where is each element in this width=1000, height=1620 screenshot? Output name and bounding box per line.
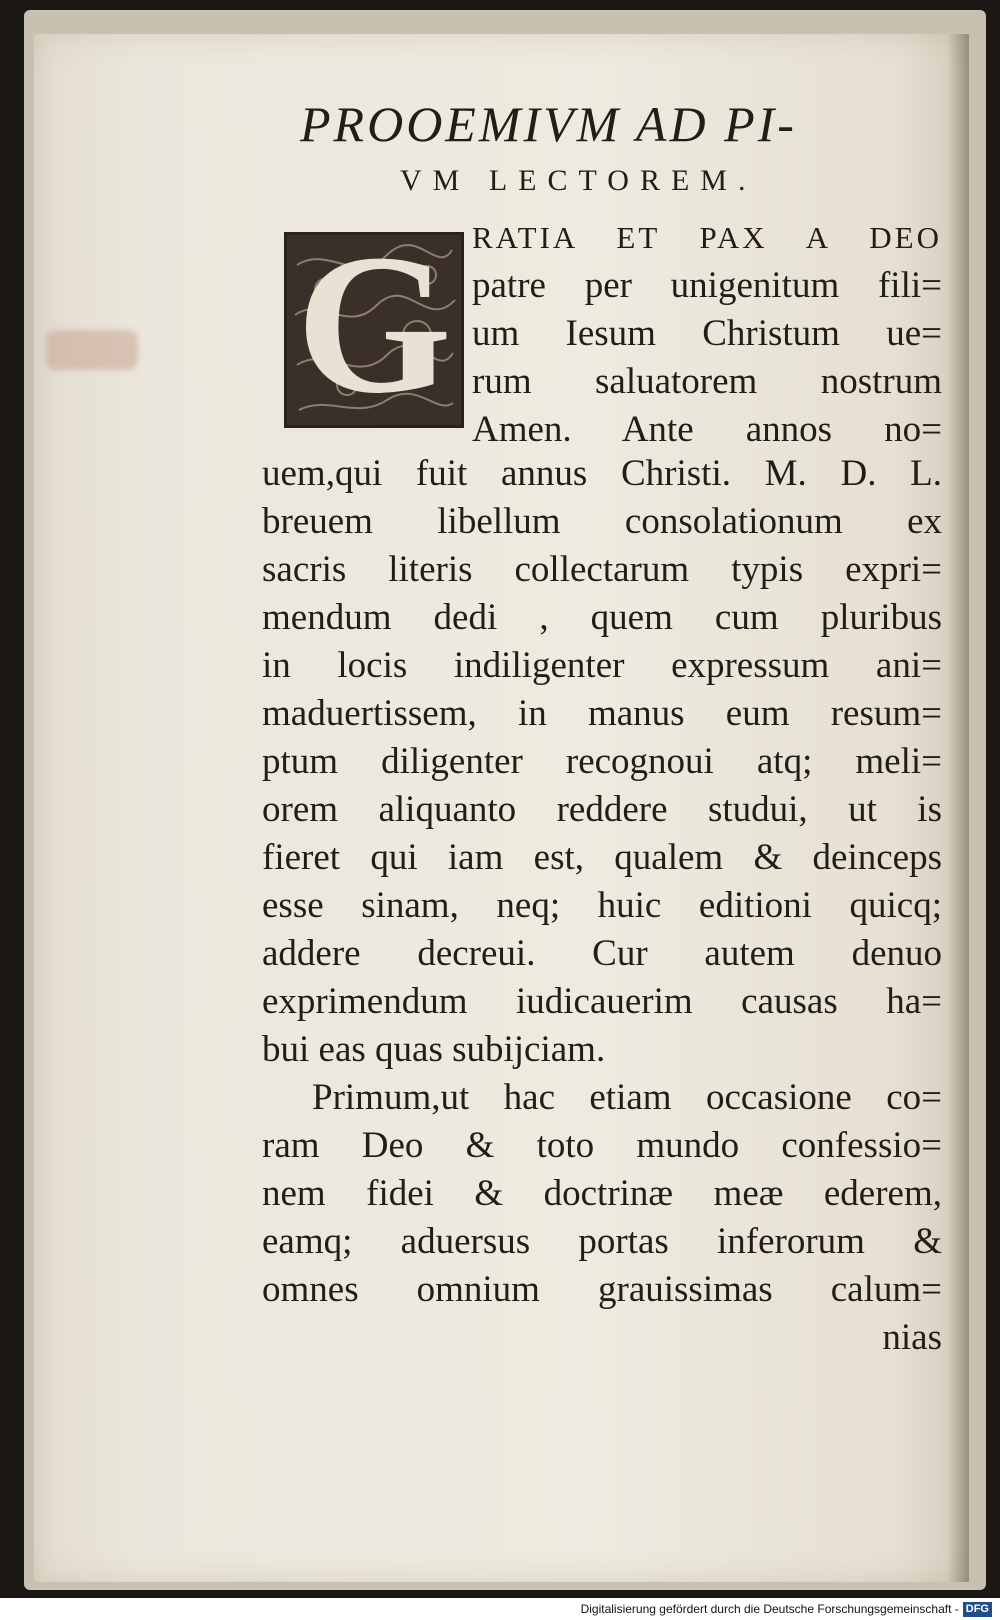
paragraph-1 bbox=[262, 450, 942, 1074]
text-line: esse sinam, neq; huic editioni quicq; bbox=[262, 885, 942, 926]
text-line: um Iesum Christum ue= bbox=[472, 313, 942, 354]
text-beside-initial bbox=[472, 214, 942, 454]
page-title: PROOEMIVM AD PI- bbox=[300, 96, 797, 152]
text-line: Primum,ut hac etiam occasione co= bbox=[312, 1077, 942, 1118]
dfg-logo-icon: DFG bbox=[963, 1602, 992, 1617]
footer-text: Digitalisierung gefördert durch die Deutsche Forschungsgemeinschaft - bbox=[580, 1602, 959, 1616]
text-line: breuem libellum consolationum ex bbox=[262, 501, 942, 542]
text-line: in locis indiligenter expressum ani= bbox=[262, 645, 942, 686]
text-line: bui eas quas subijciam. bbox=[262, 1029, 606, 1070]
footer-credit bbox=[581, 1598, 992, 1620]
text-line: uem,qui fuit annus Christi. M. D. L. bbox=[262, 453, 942, 494]
text-line: ptum diligenter recognoui atq; meli= bbox=[262, 741, 942, 782]
text-line: Amen. Ante annos no= bbox=[472, 409, 942, 450]
initial-letter: G bbox=[296, 214, 452, 435]
text-line: omnes omnium grauissimas calum= bbox=[262, 1269, 942, 1310]
text-line: mendum dedi , quem cum pluribus bbox=[262, 597, 942, 638]
text-line: eamq; aduersus portas inferorum & bbox=[262, 1221, 942, 1262]
text-line: exprimendum iudicauerim causas ha= bbox=[262, 981, 942, 1022]
text-line: maduertissem, in manus eum resum= bbox=[262, 693, 942, 734]
text-line: ram Deo & toto mundo confessio= bbox=[262, 1125, 942, 1166]
text-line: addere decreui. Cur autem denuo bbox=[262, 933, 942, 974]
page-subtitle: VM LECTOREM. bbox=[400, 164, 757, 197]
text-line: sacris literis collectarum typis expri= bbox=[262, 549, 942, 590]
paper-stain bbox=[46, 330, 138, 370]
text-line: RATIA ET PAX A DEO bbox=[472, 220, 942, 255]
text-line: rum saluatorem nostrum bbox=[472, 361, 942, 402]
text-line: orem aliquanto reddere studui, ut is bbox=[262, 789, 942, 830]
text-line: fieret qui iam est, qualem & deinceps bbox=[262, 837, 942, 878]
text-line: patre per unigenitum fili= bbox=[472, 265, 942, 306]
decorated-initial bbox=[284, 214, 464, 435]
catchword: nias bbox=[882, 1317, 942, 1358]
text-line: nem fidei & doctrinæ meæ ederem, bbox=[262, 1173, 942, 1214]
paragraph-2 bbox=[262, 1074, 942, 1362]
gutter-shadow bbox=[947, 34, 969, 1582]
